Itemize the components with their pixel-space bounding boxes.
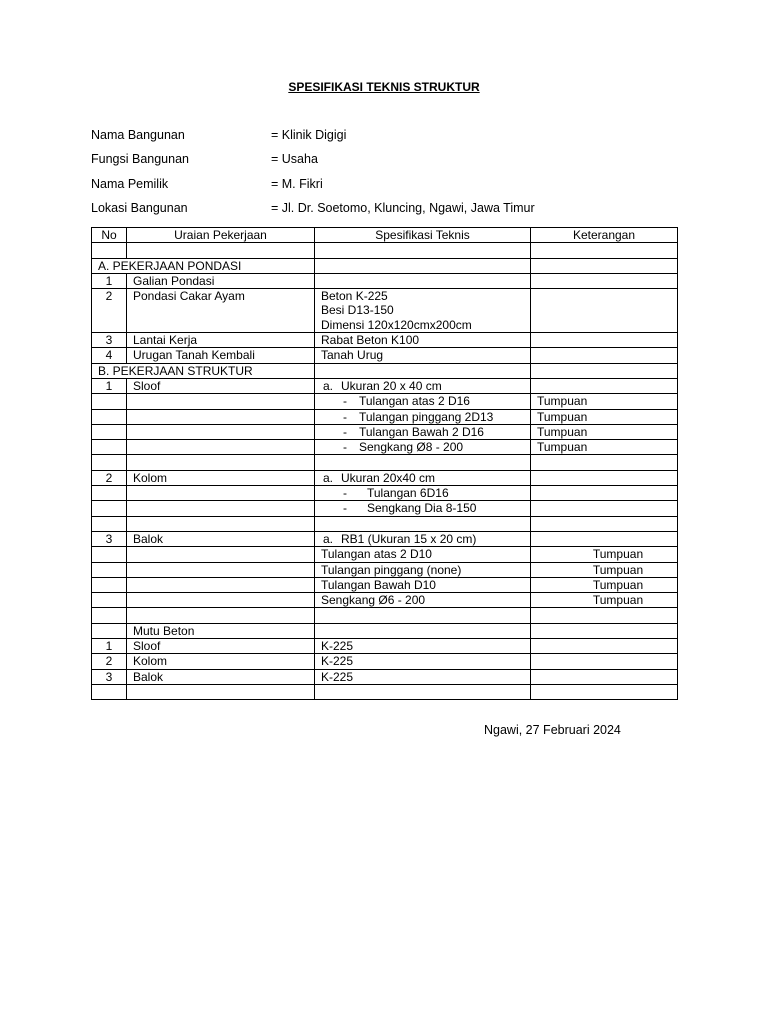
spec-item (315, 394, 531, 409)
spec-item-text: Tulangan 6D16 (367, 486, 449, 501)
row-ket: Tumpuan (531, 593, 678, 608)
spec-item-text: Tulangan pinggang (none) (315, 562, 531, 577)
info-row-nama-bangunan (91, 127, 346, 143)
page-title: SPESIFIKASI TEKNIS STRUKTUR (288, 80, 480, 94)
info-value: = M. Fikri (271, 177, 323, 191)
spec-item-text: Tulangan Bawah 2 D16 (359, 424, 484, 439)
spec-item (315, 424, 531, 439)
table-row-empty (92, 608, 678, 623)
spec-line: Dimensi 120x120cmx200cm (321, 317, 472, 332)
row-ket: Tumpuan (531, 577, 678, 592)
mutu-title: Mutu Beton (127, 623, 315, 638)
table-row (92, 440, 678, 455)
row-no: 3 (92, 333, 127, 348)
spec-item-text: Tulangan Bawah D10 (315, 577, 531, 592)
table-row (92, 409, 678, 424)
dash-marker: - (343, 501, 347, 516)
row-desc: Urugan Tanah Kembali (127, 348, 315, 363)
row-no: 2 (92, 289, 127, 333)
table-row (92, 562, 678, 577)
row-ket (531, 273, 678, 288)
spec-table (91, 227, 678, 700)
row-no: 2 (92, 654, 127, 669)
spec-item-text: Sengkang Ø6 - 200 (315, 593, 531, 608)
subhead-letter: a. (323, 531, 334, 546)
spec-item-text: Tulangan pinggang 2D13 (359, 409, 494, 424)
info-value: = Klinik Digigi (271, 128, 347, 142)
spec-item-text: Sengkang Ø8 - 200 (359, 440, 464, 455)
info-row-lokasi-bangunan (91, 200, 535, 216)
row-spec (315, 273, 531, 288)
table-row-balok (92, 531, 678, 546)
dash-marker: - (343, 409, 347, 424)
table-row-mutu-title (92, 623, 678, 638)
table-header-row (92, 228, 678, 243)
row-ket: Tumpuan (531, 409, 678, 424)
info-label: Nama Bangunan (91, 128, 185, 142)
spec-item (315, 409, 531, 424)
table-row (92, 424, 678, 439)
subhead-letter: a. (323, 470, 334, 485)
spec-line: Besi D13-150 (321, 303, 394, 318)
row-no: 1 (92, 378, 127, 393)
row-no: 1 (92, 273, 127, 288)
row-no: 4 (92, 348, 127, 363)
spec-item-text: Tulangan atas 2 D10 (315, 547, 531, 562)
row-spec: Rabat Beton K100 (315, 333, 531, 348)
table-row (92, 669, 678, 684)
row-spec (315, 289, 531, 333)
header-uraian: Uraian Pekerjaan (127, 228, 315, 243)
row-ket (531, 486, 678, 501)
spec-subhead (315, 378, 531, 393)
row-no: 3 (92, 669, 127, 684)
table-row-empty (92, 684, 678, 699)
subhead-text: Ukuran 20 x 40 cm (341, 378, 442, 393)
subhead-text: RB1 (Ukuran 15 x 20 cm) (341, 531, 477, 546)
spec-item (315, 501, 531, 516)
table-row (92, 486, 678, 501)
table-row (92, 289, 678, 333)
row-desc: Kolom (127, 470, 315, 485)
row-desc: Sloof (127, 378, 315, 393)
table-row-empty (92, 516, 678, 531)
table-row (92, 273, 678, 288)
table-row (92, 348, 678, 363)
row-desc: Balok (127, 669, 315, 684)
header-keterangan: Keterangan (531, 228, 678, 243)
table-row (92, 639, 678, 654)
info-row-nama-pemilik (91, 176, 323, 192)
header-spesifikasi: Spesifikasi Teknis (315, 228, 531, 243)
row-no: 3 (92, 531, 127, 546)
dash-marker: - (343, 440, 347, 455)
row-desc: Balok (127, 531, 315, 546)
table-row (92, 394, 678, 409)
info-label: Lokasi Bangunan (91, 201, 188, 215)
table-row (92, 333, 678, 348)
section-b-label: B. PEKERJAAN STRUKTUR (92, 363, 315, 378)
info-value: = Jl. Dr. Soetomo, Kluncing, Ngawi, Jawa Timur (271, 201, 535, 215)
info-value: = Usaha (271, 152, 318, 166)
table-row (92, 547, 678, 562)
row-desc: Pondasi Cakar Ayam (127, 289, 315, 333)
section-row-b (92, 363, 678, 378)
table-row (92, 593, 678, 608)
row-spec: Tanah Urug (315, 348, 531, 363)
table-row-sloof (92, 378, 678, 393)
info-label: Nama Pemilik (91, 177, 169, 191)
table-row-empty (92, 455, 678, 470)
section-row-a (92, 258, 678, 273)
row-no: 2 (92, 470, 127, 485)
dash-marker: - (343, 394, 347, 409)
spec-subhead (315, 531, 531, 546)
row-no: 1 (92, 639, 127, 654)
spec-line: Beton K-225 (321, 289, 388, 304)
place-date: Ngawi, 27 Februari 2024 (484, 723, 621, 737)
dash-marker: - (343, 486, 347, 501)
spec-item (315, 440, 531, 455)
row-ket (531, 333, 678, 348)
row-ket (531, 501, 678, 516)
table-row (92, 501, 678, 516)
row-desc: Lantai Kerja (127, 333, 315, 348)
row-ket (531, 289, 678, 333)
row-ket: Tumpuan (531, 547, 678, 562)
table-row-empty (92, 243, 678, 258)
table-row (92, 577, 678, 592)
header-no: No (92, 228, 127, 243)
section-a-label: A. PEKERJAAN PONDASI (92, 258, 315, 273)
row-ket: Tumpuan (531, 394, 678, 409)
spec-subhead (315, 470, 531, 485)
spec-item-text: Sengkang Dia 8-150 (367, 501, 477, 516)
table-row-kolom (92, 470, 678, 485)
info-label: Fungsi Bangunan (91, 152, 189, 166)
row-ket: Tumpuan (531, 562, 678, 577)
row-ket (531, 348, 678, 363)
info-row-fungsi-bangunan (91, 151, 318, 167)
row-spec: K-225 (315, 639, 531, 654)
dash-marker: - (343, 424, 347, 439)
spec-item-text: Tulangan atas 2 D16 (359, 394, 470, 409)
table-row (92, 654, 678, 669)
subhead-text: Ukuran 20x40 cm (341, 470, 436, 485)
subhead-letter: a. (323, 378, 334, 393)
row-ket: Tumpuan (531, 424, 678, 439)
row-spec: K-225 (315, 654, 531, 669)
row-ket: Tumpuan (531, 440, 678, 455)
spec-item (315, 486, 531, 501)
row-desc: Galian Pondasi (127, 273, 315, 288)
row-spec: K-225 (315, 669, 531, 684)
row-desc: Kolom (127, 654, 315, 669)
row-desc: Sloof (127, 639, 315, 654)
